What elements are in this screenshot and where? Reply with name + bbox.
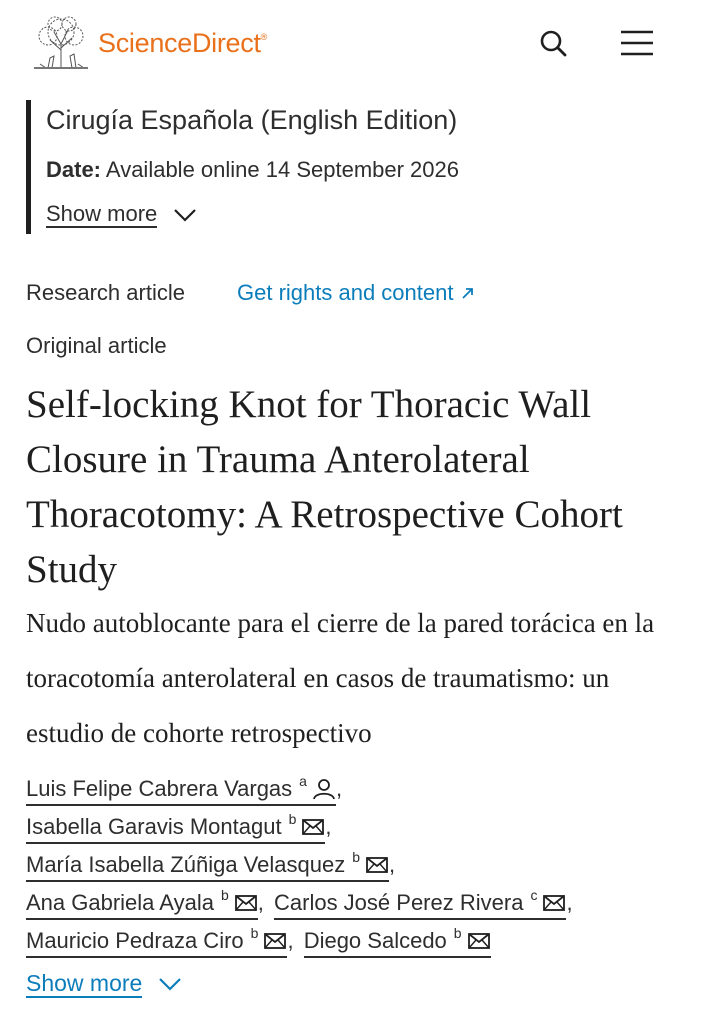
separator: , <box>566 890 573 915</box>
author-name: María Isabella Zúñiga Velasquez <box>26 852 346 877</box>
affiliation-marker: b <box>453 925 462 941</box>
brand-name: ScienceDirect® <box>98 27 268 58</box>
author-name: Diego Salcedo <box>303 928 447 953</box>
get-rights-link[interactable] <box>237 280 475 306</box>
affiliation-marker: b <box>288 811 297 827</box>
author-name: Carlos José Perez Rivera <box>274 890 524 915</box>
author-link[interactable] <box>26 888 258 920</box>
author-row <box>26 888 573 922</box>
menu-button[interactable] <box>617 24 657 64</box>
date-label: Date: <box>46 157 102 182</box>
article-type: Research article <box>26 280 185 305</box>
author-row <box>26 774 342 808</box>
affiliation-marker: a <box>299 773 307 789</box>
journal-show-more-button[interactable] <box>46 202 197 228</box>
separator: , <box>389 852 396 877</box>
envelope-icon <box>263 931 287 951</box>
show-more-label: Show more <box>26 970 143 996</box>
person-icon <box>312 777 336 801</box>
author-link[interactable] <box>304 926 491 958</box>
affiliation-marker: b <box>352 849 360 865</box>
author-row <box>26 812 332 846</box>
envelope-icon <box>467 931 491 951</box>
menu-icon <box>617 24 657 64</box>
article-section: Original article <box>26 333 167 358</box>
envelope-icon <box>301 817 325 837</box>
elsevier-tree-logo <box>30 14 92 72</box>
author-name: Ana Gabriela Ayala <box>26 890 214 915</box>
author-row <box>26 926 491 960</box>
separator: , <box>325 814 332 839</box>
show-more-label: Show more <box>46 201 158 226</box>
author-name: Mauricio Pedraza Ciro <box>26 928 244 953</box>
affiliation-marker: c <box>530 887 538 903</box>
sciencedirect-logo[interactable] <box>30 14 267 72</box>
authors-show-more-button[interactable] <box>26 970 182 998</box>
separator: , <box>257 890 264 915</box>
chevron-down-icon <box>173 207 197 223</box>
envelope-icon <box>365 855 389 875</box>
publication-date <box>46 157 459 183</box>
separator: , <box>287 928 294 953</box>
author-link[interactable] <box>26 774 336 806</box>
author-row <box>26 850 395 884</box>
search-button[interactable] <box>534 24 574 64</box>
author-link[interactable] <box>274 888 566 920</box>
article-subtitle: Nudo autoblocante para el cierre de la pared torácica en la toracotomía anterolateral en casos de traumatismo: un estudio de cohorte retrospectivo <box>26 608 655 748</box>
author-link[interactable] <box>26 926 287 958</box>
search-icon <box>534 24 574 64</box>
journal-info <box>26 100 646 234</box>
author-link[interactable] <box>26 812 325 844</box>
envelope-icon <box>234 893 258 913</box>
affiliation-marker: b <box>250 925 259 941</box>
chevron-down-icon <box>158 976 182 992</box>
envelope-icon <box>542 893 566 913</box>
journal-title[interactable]: Cirugía Española (English Edition) <box>46 105 458 135</box>
author-name: Isabella Garavis Montagut <box>26 814 282 839</box>
author-name: Luis Felipe Cabrera Vargas <box>26 776 293 801</box>
rights-label: Get rights and content <box>237 280 454 305</box>
top-bar <box>0 0 704 92</box>
article-title: Self-locking Knot for Thoracic Wall Closure in Trauma Anterolateral Thoracotomy: A Retrospective Cohort Study <box>26 383 623 591</box>
separator: , <box>335 776 343 801</box>
external-arrow-icon <box>461 286 475 300</box>
date-value: Available online 14 September 2026 <box>105 157 459 182</box>
affiliation-marker: b <box>220 887 229 903</box>
author-link[interactable] <box>26 850 389 882</box>
